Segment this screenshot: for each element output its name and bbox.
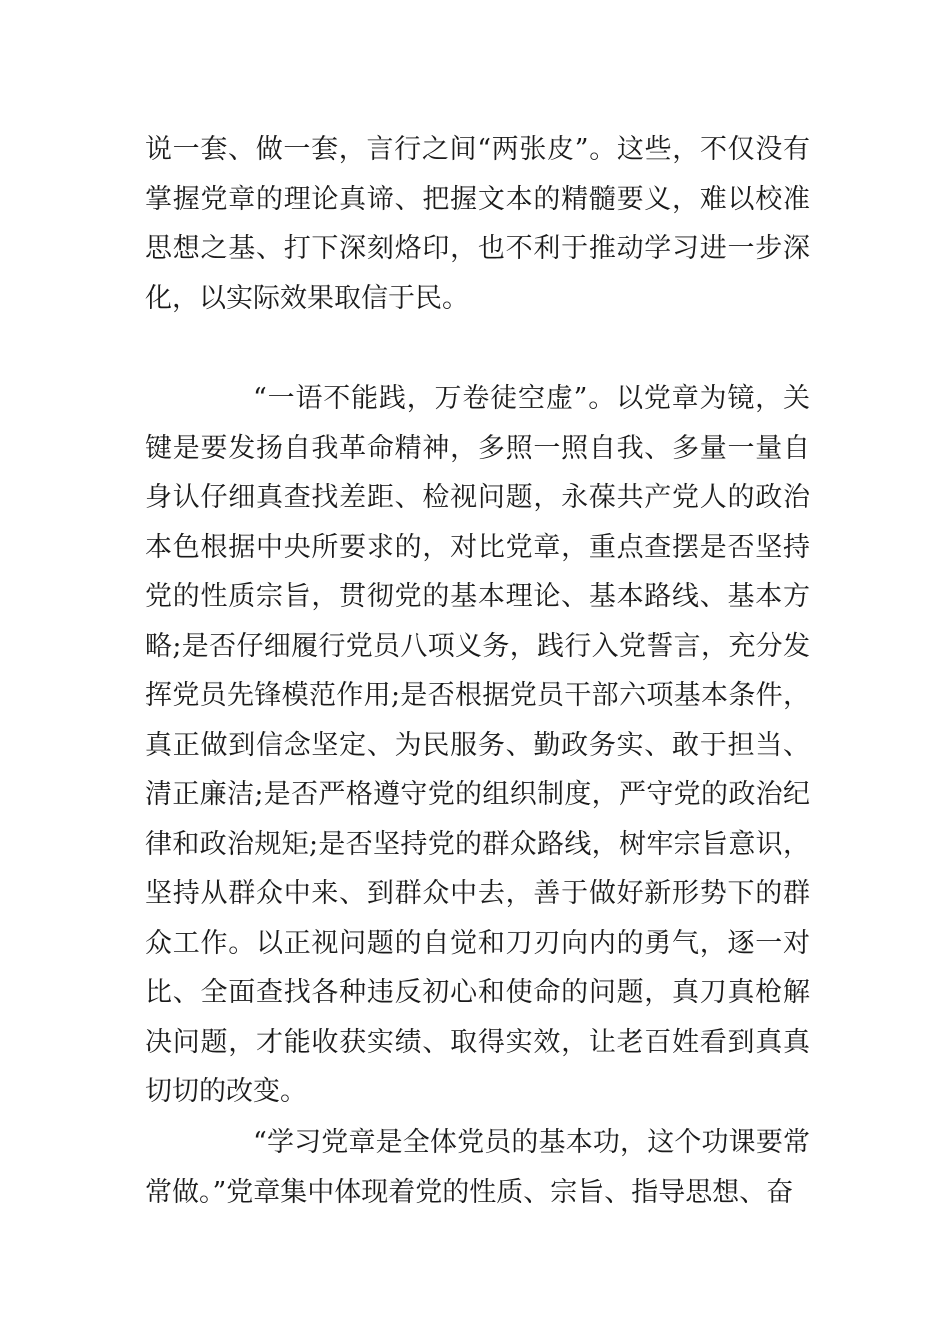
paragraph-2: “一语不能践，万卷徒空虚”。以党章为镜，关键是要发扬自我革命精神，多照一照自我、多量一量自身认仔细真查找差距、检视问题，永葆共产党人的政治本色根据中央所要求的，对比党章，重点查摆是否坚持党的性质宗旨，贯彻党的基本理论、基本路线、基本方略;是否仔细履行党员八项义务，践行入党誓言，充分发挥党员先锋模范作用;是否根据党员干部六项基本条件，真正做到信念坚定、为民服务、勤政务实、敢于担当、清正廉洁;是否严格遵守党的组织制度，严守党的政治纪律和政治规矩;是否坚持党的群众路线，树牢宗旨意识，坚持从群众中来、到群众中去，善于做好新形势下的群众工作。以正视问题的自觉和刀刃向内的勇气，逐一对比、全面查找各种违反初心和使命的问题，真刀真枪解决问题，才能收获实绩、取得实效，让老百姓看到真真切切的改变。 <box>145 383 810 1107</box>
paragraph-1: 说一套、做一套，言行之间“两张皮”。这些，不仅没有掌握党章的理论真谛、把握文本的精髓要义，难以校准思想之基、打下深刻烙印，也不利于推动学习进一步深化，以实际效果取信于民。 <box>145 134 810 314</box>
paragraph-3: “学习党章是全体党员的基本功，这个功课要常常做。”党章集中体现着党的性质、宗旨、指导思想、奋 <box>145 1127 810 1208</box>
